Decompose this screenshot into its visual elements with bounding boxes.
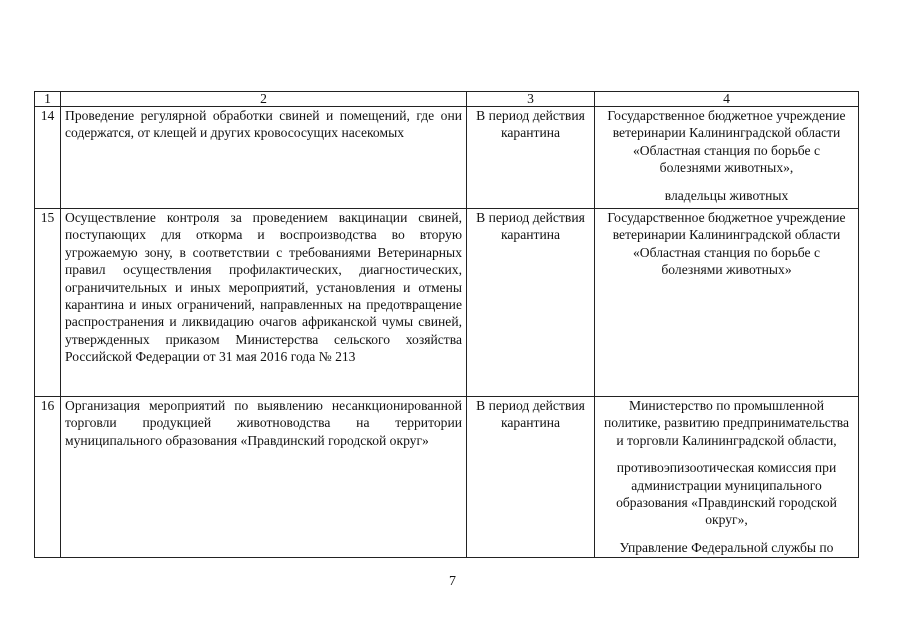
row-responsible [595, 397, 859, 558]
page-number: 7 [449, 574, 456, 589]
responsible-entry: Государственное бюджетное учреждение ветеринарии Калининградской области «Областная станция по борьбе с болезнями животных» [607, 210, 846, 278]
table-row [35, 209, 859, 397]
row-number: 15 [35, 209, 61, 397]
header-row [35, 92, 859, 107]
responsible-entry: противоэпизоотическая комиссия при администрации муниципального образования «Правдинский городской округ», [616, 460, 837, 528]
header-col-1: 1 [35, 92, 61, 107]
row-responsible [595, 209, 859, 397]
responsible-entry: владельцы животных [664, 187, 789, 203]
responsible-entry: Управление Федеральной службы по [619, 539, 834, 555]
header-col-4: 4 [595, 92, 859, 107]
table-row [35, 397, 859, 558]
row-action: Осуществление контроля за проведением вакцинации свиней, поступающих для откорма и воспроизводства во вторую угрожаемую зону, в соответствии с требованиями Ветеринарных правил осуществления профилактических, диагностических, ограничительных и иных мероприятий, установления и отмены карантина и иных ограничений, направленных на предотвращение распространения и ликвидацию очагов африканской чумы свиней, утвержденных приказом Министерства сельского хозяйства Российской Федерации от 31 мая 2016 года № 213 [61, 209, 467, 397]
row-number: 16 [35, 397, 61, 558]
table-row [35, 107, 859, 209]
row-responsible [595, 107, 859, 209]
responsible-entry: Министерство по промышленной политике, развитию предпринимательства и торговли Калининградской области, [603, 398, 850, 448]
measures-table [34, 91, 859, 558]
row-number: 14 [35, 107, 61, 209]
row-action: Организация мероприятий по выявлению несанкционированной торговли продукцией животноводства на территории муниципального образования «Правдинский городской округ» [61, 397, 467, 558]
row-period: В период действия карантина [467, 209, 595, 397]
header-col-2: 2 [61, 92, 467, 107]
row-period: В период действия карантина [467, 397, 595, 558]
row-action: Проведение регулярной обработки свиней и помещений, где они содержатся, от клещей и других кровососущих насекомых [61, 107, 467, 209]
responsible-entry: Государственное бюджетное учреждение ветеринарии Калининградской области «Областная станция по борьбе с болезнями животных», [607, 108, 846, 176]
header-col-3: 3 [467, 92, 595, 107]
row-period: В период действия карантина [467, 107, 595, 209]
